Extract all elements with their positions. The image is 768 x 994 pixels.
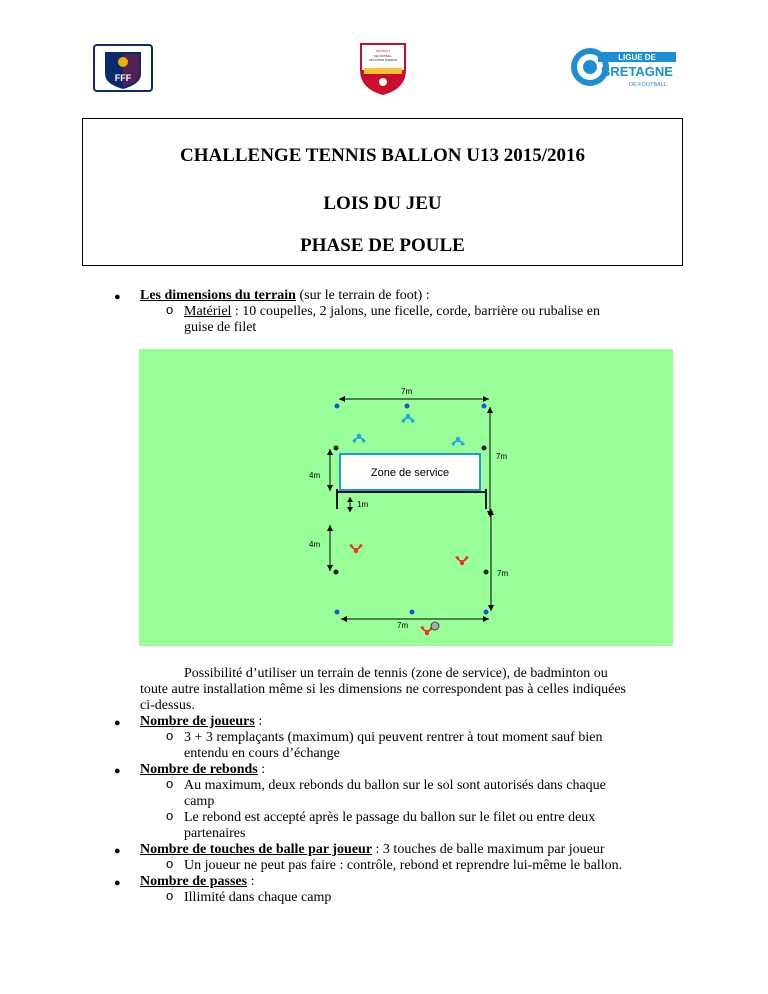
cone [334,446,339,451]
joueurs-item-1-line-1: 3 + 3 remplaçants (maximum) qui peuvent rentrer à tout moment sauf bien [184,730,603,745]
ligue-logo-line3: DE FOOTBALL [629,82,667,88]
ligue-logo-line2: BRETAGNE [601,64,673,79]
district-logo [358,42,408,96]
label-bottom-depth: 7m [497,569,509,578]
bullet-touches: ● [114,845,121,857]
label-zone-service: Zone de service [370,467,450,479]
label-net-gap: 1m [357,500,369,509]
materiel-text-1: : 10 coupelles, 2 jalons, une ficelle, corde, barrière ou rubalise en [231,304,600,319]
touches-heading-line [140,842,605,858]
rebonds-heading: Nombre de rebonds [140,762,258,777]
ligue-bretagne-logo [570,42,680,92]
possibilite-line-3: ci-dessus. [140,698,195,713]
rebonds-item-2-line-1: Le rebond est accepté après le passage du ballon sur le filet ou entre deux [184,810,596,825]
ball [431,622,439,630]
terrain-diagram [139,349,673,646]
title-line-2: LOIS DU JEU [323,193,442,214]
joueurs-heading-line [140,714,262,730]
fff-logo [93,44,153,92]
joueurs-item-1-line-2: entendu en cours d’échange [184,746,340,761]
sub-bullet-materiel: o [166,302,174,317]
rebonds-item-1-line-1: Au maximum, deux rebonds du ballon sur le sol sont autorisés dans chaque [184,778,606,793]
ligue-logo-line1: LIGUE DE [618,53,656,62]
joueurs-heading: Nombre de joueurs [140,714,255,729]
title-line-3: PHASE DE POULE [300,235,465,256]
svg-text:DISTRICT: DISTRICT [376,49,390,53]
label-service-depth: 4m [309,471,321,480]
title-box [82,118,683,266]
sub-bullet-passes-1: o [166,888,174,903]
cone [482,404,487,409]
rebonds-item-2-line-2: partenaires [184,826,246,841]
cone [335,610,340,615]
title-line-1: CHALLENGE TENNIS BALLON U13 2015/2016 [179,145,586,166]
terrain-heading-line [140,288,430,304]
touches-item-1: Un joueur ne peut pas faire : contrôle, rebond et reprendre lui-même le ballon. [184,858,623,873]
passes-heading-rest: : [247,874,255,889]
sub-bullet-touches-1: o [166,856,174,871]
materiel-line-2: guise de filet [184,320,257,335]
cone [334,570,339,575]
joueurs-heading-rest: : [254,714,263,729]
svg-text:DES CÔTES D'ARMOR: DES CÔTES D'ARMOR [369,59,397,62]
passes-heading: Nombre de passes [140,874,248,889]
bullet-passes: ● [114,877,121,889]
materiel-line-1 [184,304,682,320]
sub-bullet-rebonds-2: o [166,808,174,823]
label-top-width: 7m [401,387,413,396]
label-bottom-width: 7m [397,621,409,630]
bullet-joueurs: ● [114,717,121,729]
sub-bullet-rebonds-1: o [166,776,174,791]
cone [335,404,340,409]
passes-heading-line [140,874,254,890]
rebonds-item-1-line-2: camp [184,794,215,809]
touches-heading-rest: : 3 touches de balle maximum par joueur [372,842,605,857]
terrain-heading: Les dimensions du terrain [140,288,296,303]
bullet-terrain: ● [114,291,121,303]
possibilite-line-2: toute autre installation même si les dimensions ne correspondent pas à celles indiquées [140,682,626,697]
passes-item-1: Illimité dans chaque camp [184,890,332,905]
cone [482,446,487,451]
label-bottom-service-depth: 4m [309,540,321,549]
cone [484,610,489,615]
rebonds-heading-line [140,762,265,778]
materiel-label: Matériel [184,304,232,319]
sub-bullet-joueurs-1: o [166,728,174,743]
fff-logo-letters: FFF [114,73,132,83]
cone [405,404,410,409]
svg-text:DE FOOTBALL: DE FOOTBALL [374,55,392,58]
rebonds-heading-rest: : [257,762,266,777]
bullet-rebonds: ● [114,765,121,777]
possibilite-line-1: Possibilité d’utiliser un terrain de tennis (zone de service), de badminton ou [184,666,608,681]
touches-heading: Nombre de touches de balle par joueur [140,842,373,857]
label-top-depth: 7m [496,452,508,461]
terrain-heading-rest: (sur le terrain de foot) : [295,288,430,303]
cone [410,610,415,615]
cone [484,570,489,575]
